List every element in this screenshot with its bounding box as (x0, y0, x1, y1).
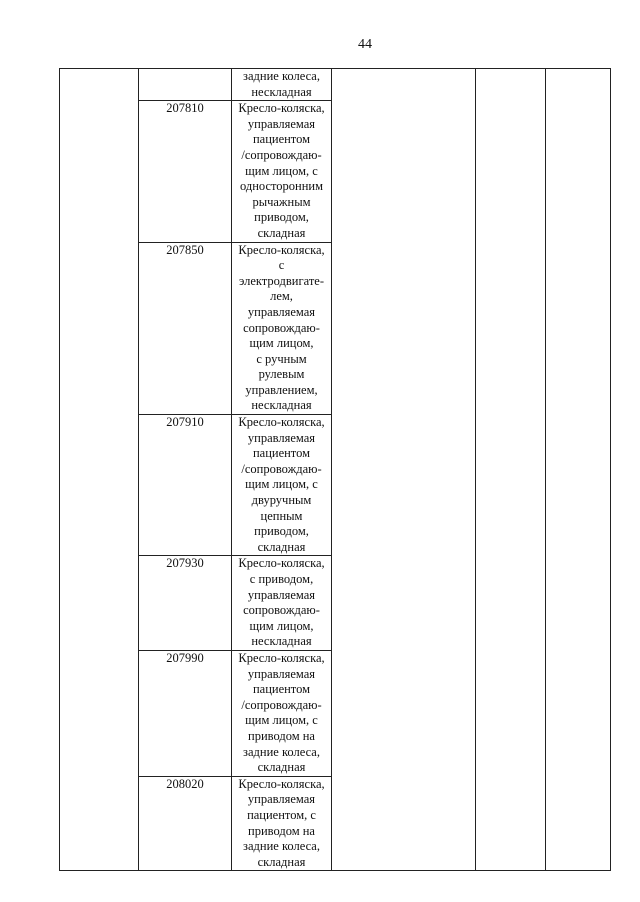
description-line: управляемая (247, 792, 316, 807)
description-line: складная (257, 854, 306, 869)
description-line: щим лицом, с (245, 477, 318, 492)
description-line: /сопровождаю- (241, 461, 322, 476)
description-cell (232, 415, 332, 556)
description-line: приводом, (254, 210, 309, 225)
description-line: Кресло-коляска, (238, 415, 325, 430)
description-line: Кресло-коляска, (238, 101, 325, 116)
description-line: управляемая (247, 304, 316, 319)
code-cell: 208020 (139, 776, 232, 871)
code-cell (139, 69, 232, 101)
description-line: сопровождаю- (243, 603, 320, 618)
description-line: двуручным (251, 493, 312, 508)
empty-cell (546, 69, 611, 871)
description-line: складная (257, 225, 306, 240)
description-line: пациентом (252, 682, 311, 697)
code-cell: 207930 (139, 556, 232, 651)
description-line: приводом на (248, 823, 315, 838)
description-line: Кресло-коляска, (238, 650, 325, 665)
description-line: задние колеса, (243, 69, 320, 83)
description-line: с (278, 258, 285, 273)
description-line: нескладная (251, 634, 312, 649)
description-line: односторонним (239, 179, 324, 194)
description-line: с приводом, (249, 572, 314, 586)
description-line: лем, (270, 289, 293, 304)
description-cell (232, 650, 332, 776)
description-line: складная (257, 539, 306, 554)
description-cell (232, 69, 332, 101)
description-line: складная (257, 760, 306, 775)
empty-cell (60, 69, 139, 871)
description-line: щим лицом, (249, 336, 314, 351)
description-line: нескладная (251, 84, 312, 99)
description-line: Кресло-коляска, (238, 242, 325, 257)
description-line: /сопровождаю- (241, 147, 322, 162)
description-line: управлением, (245, 382, 318, 397)
description-line: пациентом (252, 132, 311, 147)
description-line: Кресло-коляска, (238, 776, 325, 791)
description-line: щим лицом, с (245, 163, 318, 178)
description-cell (232, 776, 332, 871)
description-line: задние колеса, (243, 839, 320, 854)
description-cell (232, 101, 332, 242)
description-line: с ручным (256, 351, 307, 366)
description-line: щим лицом, с (245, 713, 318, 728)
description-line: сопровождаю- (243, 320, 320, 335)
description-line: рычажным (252, 194, 311, 209)
table-row (60, 69, 611, 101)
empty-cell (476, 69, 546, 871)
description-line: управляемая (247, 666, 316, 681)
description-line: пациентом (252, 446, 311, 461)
description-line: нескладная (251, 398, 312, 413)
code-cell: 207990 (139, 650, 232, 776)
description-line: Кресло-коляска, (238, 556, 325, 571)
description-cell (232, 556, 332, 651)
description-line: приводом, (254, 524, 309, 539)
description-line: управляемая (247, 430, 316, 445)
table-body (60, 69, 611, 871)
description-line: электродвигате- (238, 273, 325, 288)
description-line: приводом на (248, 728, 315, 743)
description-line: управляемая (247, 116, 316, 131)
empty-cell (332, 69, 476, 871)
description-line: управляемая (247, 587, 316, 602)
code-cell: 207850 (139, 242, 232, 415)
code-cell: 207910 (139, 415, 232, 556)
description-cell (232, 242, 332, 415)
description-line: пациентом, с (247, 807, 316, 822)
description-line: /сопровождаю- (241, 697, 322, 712)
code-cell: 207810 (139, 101, 232, 242)
description-line: щим лицом, (249, 618, 314, 633)
description-line: задние колеса, (243, 744, 320, 759)
document-table (59, 68, 611, 871)
description-line: цепным (260, 508, 303, 523)
description-line: рулевым (258, 367, 305, 382)
page-number: 44 (358, 37, 372, 52)
